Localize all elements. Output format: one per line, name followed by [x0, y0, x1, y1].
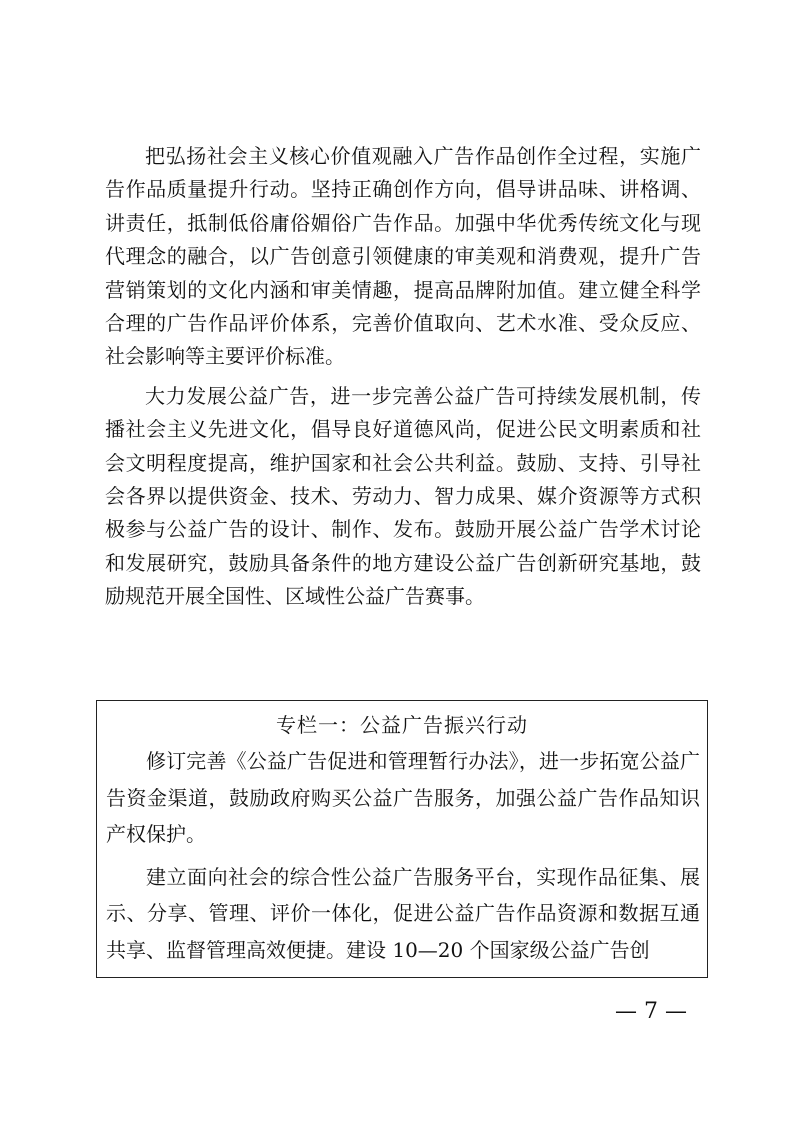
column-box-title: 专栏一：公益广告振兴行动: [276, 713, 528, 737]
body-paragraph-2: 大力发展公益广告，进一步完善公益广告可持续发展机制，传播社会主义先进文化，倡导良好道德风尚，促进公民文明素质和社会文明程度提高，维护国家和社会公共利益。鼓励、支持、引导社会各界以提供资金、技术、劳动力、智力成果、媒介资源等方式积极参与公益广告的设计、制作、发布。鼓励开展公益广告学术讨论和发展研究，鼓励具备条件的地方建设公益广告创新研究基地，鼓励规范开展全国性、区域性公益广告赛事。: [105, 383, 701, 609]
body-text: [105, 140, 701, 614]
column-box: [96, 700, 708, 978]
page-number: — 7 —: [615, 999, 687, 1024]
column-box-paragraph-1: 修订完善《公益广告促进和管理暂行办法》，进一步拓宽公益广告资金渠道，鼓励政府购买公益广告服务，加强公益广告作品知识产权保护。: [106, 749, 700, 846]
column-box-text: [106, 743, 700, 968]
body-paragraph-1: 把弘扬社会主义核心价值观融入广告作品创作全过程，实施广告作品质量提升行动。坚持正确创作方向，倡导讲品味、讲格调、讲责任，抵制低俗庸俗媚俗广告作品。加强中华优秀传统文化与现代理念的融合，以广告创意引领健康的审美观和消费观，提升广告营销策划的文化内涵和审美情趣，提高品牌附加值。建立健全科学合理的广告作品评价体系，完善价值取向、艺术水准、受众反应、社会影响等主要评价标准。: [105, 144, 701, 369]
column-box-paragraph-2: 建立面向社会的综合性公益广告服务平台，实现作品征集、展示、分享、管理、评价一体化，促进公益广告作品资源和数据互通共享、监督管理高效便捷。建设 10—20 个国家级公益广告创: [106, 864, 700, 962]
